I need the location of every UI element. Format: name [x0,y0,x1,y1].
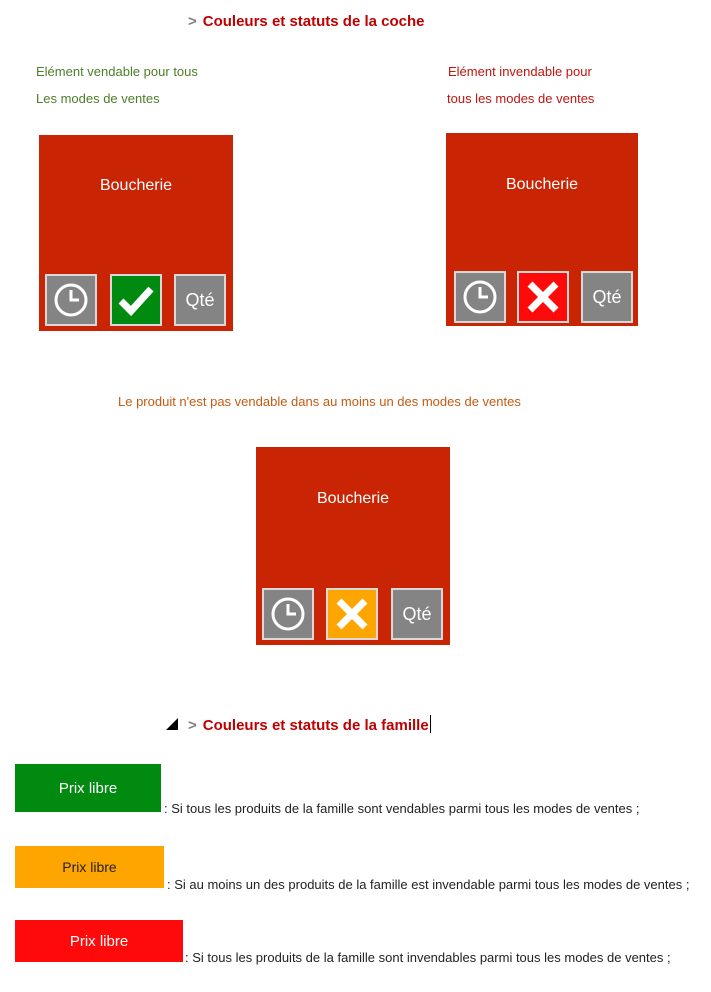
clock-icon [270,596,306,632]
heading-title: Couleurs et statuts de la coche [202,13,425,30]
sellable-caption-line2: Les modes de ventes [36,91,160,106]
family-button-label: Prix libre [62,859,117,875]
text-cursor [430,715,431,733]
heading-arrow: > [188,717,197,734]
clock-icon [53,282,89,318]
heading-title: Couleurs et statuts de la famille [202,717,429,734]
tile-title: Boucherie [99,177,173,194]
product-tile-unsellable[interactable] [446,133,638,326]
family-description-text: : Si tous les produits de la famille sont invendables parmi tous les modes de ventes ; [185,950,671,965]
unsellable-caption-line2: tous les modes de ventes [447,91,595,106]
quantity-label: Qté [185,289,215,310]
family-description-text: : Si tous les produits de la famille sont vendables parmi tous les modes de ventes ; [164,801,640,816]
product-tile-sellable[interactable] [39,135,233,331]
quantity-button[interactable] [391,588,443,640]
cross-icon [525,279,561,315]
family-button-label: Prix libre [58,779,118,797]
product-tile-partial[interactable] [256,447,450,645]
quantity-button[interactable] [581,271,633,323]
unsellable-caption [447,58,594,112]
status-toggle-button[interactable] [326,588,378,640]
family-description-partial [15,876,691,894]
quantity-label: Qté [592,286,622,307]
family-description-sellable [15,800,691,818]
schedule-button[interactable] [454,271,506,323]
unsellable-caption-line1: Elément invendable pour [448,64,592,79]
heading-arrow: > [188,13,197,30]
quantity-label: Qté [402,603,432,624]
schedule-button[interactable] [45,274,97,326]
schedule-button[interactable] [262,588,314,640]
sellable-caption-line1: Elément vendable pour tous [36,64,198,79]
section-heading-coche [188,13,425,30]
check-icon [116,282,156,318]
section-heading-famille [188,715,431,734]
family-button-label: Prix libre [69,932,129,950]
cross-icon [334,596,370,632]
family-description-unsellable [15,949,691,967]
status-toggle-button[interactable] [517,271,569,323]
family-description-text: : Si au moins un des produits de la famille est invendable parmi tous les modes de ventes ; [167,877,690,892]
partial-caption: Le produit n'est pas vendable dans au moins un des modes de ventes [118,394,521,409]
status-toggle-button[interactable] [110,274,162,326]
tile-title: Boucherie [316,490,390,507]
quantity-button[interactable] [174,274,226,326]
tile-title: Boucherie [505,176,579,193]
collapse-triangle-icon[interactable] [166,718,178,730]
sellable-caption [36,58,198,112]
clock-icon [462,279,498,315]
